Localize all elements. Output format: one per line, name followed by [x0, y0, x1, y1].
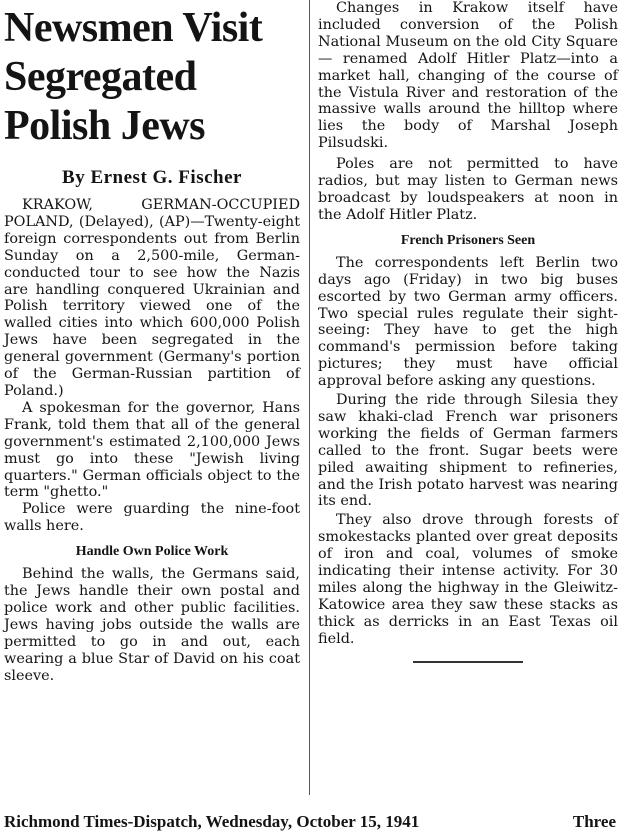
- left-column: [4, 0, 300, 684]
- paragraph-smokestacks: They also drove through forests of smokestacks planted over great deposits of iron and coal, volumes of smoke indicating their intense activity. For 30 miles along the highway in the Gleiwitz-Katowice area they saw these stacks as thick as derricks in an East Texas oil field.: [318, 512, 618, 647]
- headline: [4, 4, 300, 151]
- headline-line-1: Newsmen Visit: [4, 5, 263, 51]
- paragraph-spokesman: A spokesman for the governor, Hans Frank, told them that all of the general government's estimated 2,100,000 Jews must go into these "Jewish living quarters." German officials object to the term "ghetto.": [4, 399, 300, 501]
- paragraph-behind-walls: Behind the walls, the Germans said, the Jews handle their own postal and police work and other public facilities. Jews having jobs outside the walls are permitted to go in and out, each wearing a blue Star of David on his coat sleeve.: [4, 566, 300, 684]
- paragraph-dateline: KRAKOW, GERMAN-OCCUPIED POLAND, (Delayed), (AP)—Twenty-eight foreign correspondents out from Berlin Sunday on a 2,500-mile, German-conducted tour to see how the Nazis are handling conquered Ukrainian and Polish territory viewed one of the walled cities into which 600,000 Polish Jews have been segregated in the general government (Germany's portion of the German-Russian partition of Poland.): [4, 197, 300, 399]
- headline-line-3: Polish Jews: [4, 103, 206, 149]
- page-number: Three: [572, 812, 616, 831]
- paragraph-radios: Poles are not permitted to have radios, but may listen to German news broadcast by loudspeakers at noon in the Adolf Hitler Platz.: [318, 156, 618, 223]
- paragraph-silesia: During the ride through Silesia they saw khaki-clad French war prisoners working the fields of German farmers called to the front. Sugar beets were piled awaiting shipment to refineries, and the Irish potato harvest was nearing its end.: [318, 392, 618, 510]
- paragraph-correspondents: The correspondents left Berlin two days ago (Friday) in two big buses escorted by two German army officers. Two special rules regulate their sight-seeing: They have to get the high command's permission before taking pictures; they must have official approval before asking any questions.: [318, 254, 618, 390]
- byline: By Ernest G. Fischer: [62, 167, 242, 188]
- subhead-police-work: Handle Own Police Work: [75, 544, 229, 560]
- subhead-french-prisoners: French Prisoners Seen: [400, 232, 536, 248]
- end-rule: [413, 661, 523, 663]
- column-divider: [309, 0, 310, 795]
- paragraph-krakow-changes: Changes in Krakow itself have included conversion of the Polish National Museum on the old City Square — renamed Adolf Hitler Platz—into a market hall, changing of the course of the Vistula River and restoration of the massive walls around the hilltop where lies the body of Marshal Joseph Pilsudski.: [318, 0, 618, 152]
- paragraph-police: Police were guarding the nine-foot walls here.: [4, 501, 300, 535]
- page-footer: [4, 812, 616, 832]
- right-column: [318, 0, 618, 663]
- publication-line: Richmond Times-Dispatch, Wednesday, October 15, 1941: [4, 812, 420, 831]
- headline-line-2: Segregated: [4, 54, 197, 100]
